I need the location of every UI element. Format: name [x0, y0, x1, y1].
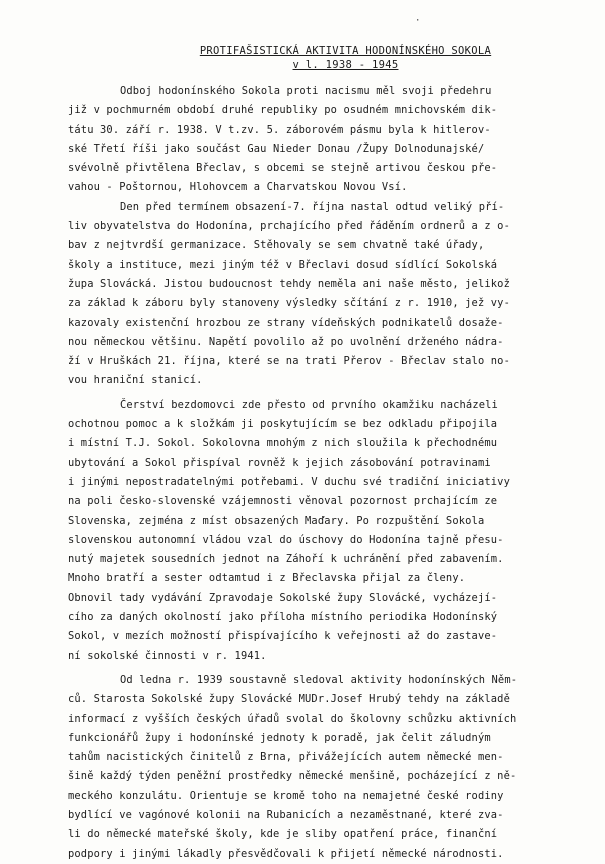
text-line: Od ledna r. 1939 soustavně sledoval aktivity hodonínských Něm- — [120, 673, 518, 686]
text-line: kazovaly existenční hrozbou ze strany vídeňských podnikatelů dosaže- — [68, 316, 504, 329]
text-line: tahům nacistických činitelů z Brna, přivážejících autem německé men- — [68, 751, 504, 764]
text-line: ců. Starosta Sokolské župy Slovácké MUDr.Josef Hrubý tehdy na základě — [68, 693, 510, 706]
text-line: župa Slovácká. Jistou budoucnost tehdy neměla ani naše město, jelikož — [68, 277, 510, 290]
title-line-2: v l. 1938 - 1945 — [292, 59, 399, 71]
text-line: Odboj hodonínského Sokola proti nacismu měl svoji předehru — [120, 85, 492, 97]
text-line: vahou - Poštornou, Hlohovcem a Charvatskou Novou Vsí. — [68, 181, 408, 194]
text-line: ské Třetí říši jako součást Gau Nieder Donau /Župy Dolnodunajské/ — [68, 142, 485, 155]
document-body — [68, 82, 583, 864]
text-line: Sokol, v mezích možností přispívajícího k veřejnosti až do zastave- — [68, 630, 498, 643]
text-line: cího za daných okolností jako příloha místního periodika Hodonínský — [68, 611, 498, 624]
paragraph-1 — [68, 82, 583, 198]
text-line: li do německé mateřské školy, kde je sliby opatření práce, finanční — [68, 828, 498, 841]
text-line: funkcionářů župy i hodonínské jednoty k poradě, jak čelit záludným — [68, 731, 491, 744]
text-line: za základ k záboru byly stanoveny výsledky sčítání z r. 1910, jež vy- — [68, 297, 510, 310]
text-line: školy a instituce, mezi jiným též v Břeclavi dosud sídlící Sokolská — [68, 258, 498, 271]
text-line: i místní T.J. Sokol. Sokolovna mnohým z nich sloužila k přechodnému — [68, 437, 498, 450]
text-line: informací z vyšších českých úřadů svolal do školovny schůzku aktivních — [68, 712, 517, 725]
text-line: meckého konzulátu. Orientuje se kromě toho na nemajetné české rodiny — [68, 789, 504, 802]
text-line: Obnovil tady vydávání Zpravodaje Sokolské župy Slovácké, vycházejí- — [68, 591, 498, 604]
text-line: podpory i jinými lákadly přesvědčovali k přijetí německé národnosti. — [68, 847, 504, 860]
text-line: Den před termínem obsazení-7. října nastal odtud veliký pří- — [120, 200, 505, 213]
text-line: tátu 30. září r. 1938. V t.zv. 5. záborovém pásmu byla k hitlerov- — [68, 123, 491, 136]
text-line: na poli česko-slovenské vzájemnosti věnoval pozornost prchajícím ze — [68, 495, 498, 508]
text-line: bav z nejtvrdší germanizace. Stěhovaly se sem chvatně také úřady, — [68, 239, 485, 252]
text-line: Slovenska, zejména z míst obsazených Maďary. Po rozpuštění Sokola — [68, 514, 485, 527]
text-line: liv obyvatelstva do Hodonína, prchajícího před řáděním ordnerů a z o- — [68, 220, 510, 233]
text-line: bydlící ve vagónové kolonii na Rubanicích a nezaměstnané, které zva- — [68, 808, 504, 821]
scan-speck: · — [415, 16, 421, 26]
text-line: Čerství bezdomovci zde přesto od prvního okamžiku nacházeli — [120, 398, 498, 411]
text-line: nutý majetek sousedních jednot na Záhoří k uchránění před zabavením. — [68, 553, 504, 566]
text-line: vou hraniční stanicí. — [68, 374, 203, 387]
document-title — [68, 44, 583, 72]
text-line: ochotnou pomoc a k složkám ji poskytujícím se bez odkladu připojila — [68, 418, 498, 431]
text-line: nou německou většinu. Napětí povolilo až po uvolnění drženého nádra- — [68, 335, 504, 348]
paragraph-2 — [68, 198, 583, 391]
text-line: již v pochmurném období druhé republiky po osudném mnichovském dik- — [68, 104, 498, 117]
text-line: šině každý týden peněžní prostředky německé menšině, pocházející z ně- — [68, 770, 517, 783]
text-line: ní sokolské činnosti v r. 1941. — [68, 649, 267, 662]
text-line: slovenskou autonomní vládou vzal do úschovy do Hodonína tajně přesu- — [68, 533, 504, 546]
text-line: svévolně přivtělena Břeclav, s obcemi se stejně artivou českou pře- — [68, 162, 498, 175]
text-line: i jinými nepostradatelnými potřebami. V duchu své tradiční iniciativy — [68, 475, 510, 488]
paragraph-4 — [68, 671, 583, 864]
paragraph-3 — [68, 396, 583, 666]
text-line: ubytování a Sokol přispíval rovněž k jejich zásobování potravinami — [68, 456, 491, 469]
text-line: ží v Hruškách 21. října, které se na trati Přerov - Břeclav stalo no- — [68, 355, 510, 368]
text-line: Mnoho bratří a sester odtamtud i z Břeclavska přijal za členy. — [68, 572, 466, 585]
title-line-1: PROTIFAŠISTICKÁ AKTIVITA HODONÍNSKÉHO SOKOLA — [199, 45, 492, 57]
